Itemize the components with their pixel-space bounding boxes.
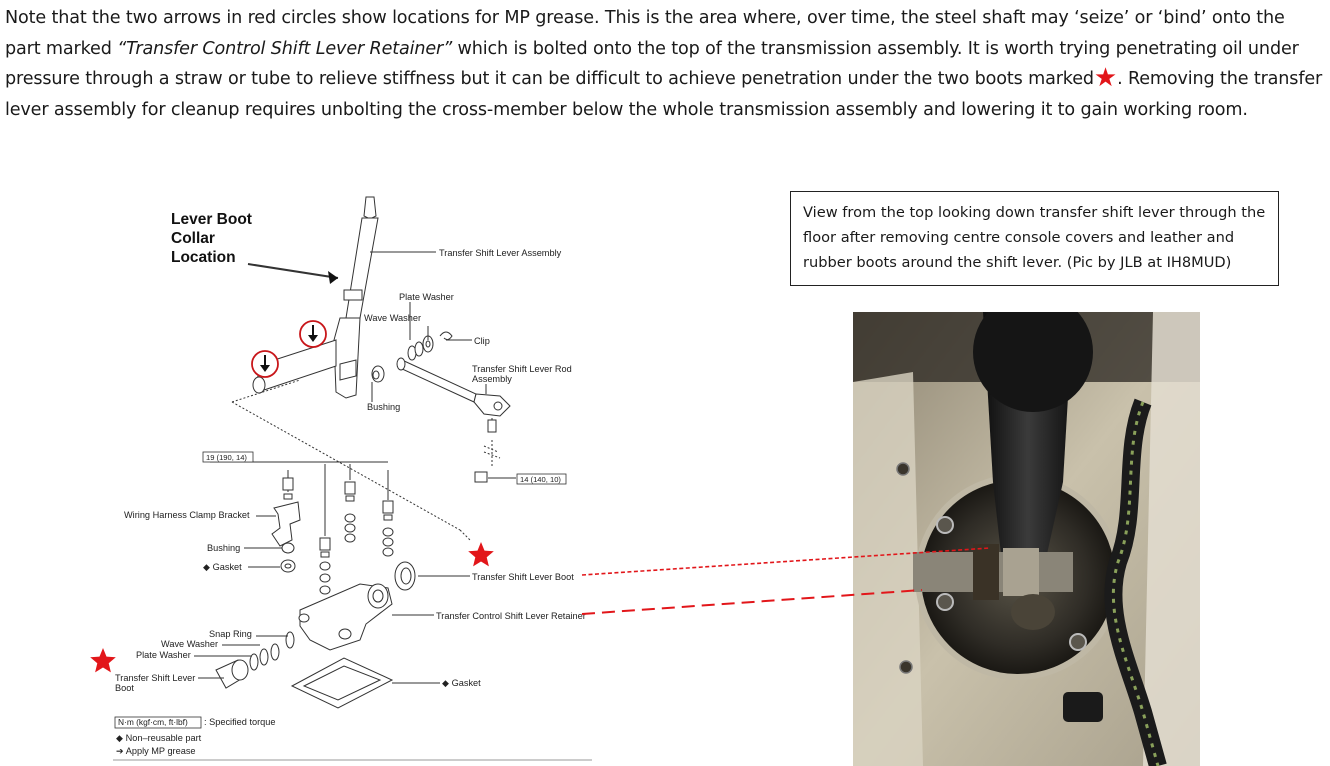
bolt-right (383, 501, 393, 556)
rod-assembly (400, 360, 476, 402)
label-bushing-top: Bushing (367, 402, 401, 412)
red-star-icon (468, 542, 494, 566)
label-clip: Clip (474, 336, 490, 346)
label-plate-washer-bottom: Plate Washer (136, 650, 191, 660)
red-star-icon: ★ (1093, 63, 1118, 93)
paragraph-text-3: . Removing the transfer lever assembly for cleanup requires unbolting the cross-member below the whole transmission assembly and lowering it to gain working room. (5, 69, 1323, 120)
label-lever-boot-2: Boot (115, 683, 134, 693)
label-torque-19: 19 (190, 14) (206, 453, 247, 462)
red-star-icon (90, 648, 116, 672)
label-plate-washer-top: Plate Washer (399, 292, 454, 302)
label-rod-assembly-1: Transfer Shift Lever Rod (472, 364, 572, 374)
label-wiring-harness-clamp-bracket: Wiring Harness Clamp Bracket (124, 510, 250, 520)
label-transfer-shift-lever-assembly: Transfer Shift Lever Assembly (439, 248, 562, 258)
label-rod-assembly-2: Assembly (472, 374, 512, 384)
mp-grease-marker-1 (252, 351, 278, 377)
label-lever-boot-1: Transfer Shift Lever (115, 673, 196, 683)
lever-tip (364, 197, 376, 218)
wiring-clamp-bracket (272, 502, 300, 546)
label-gasket-left: ◆ Gasket (203, 562, 242, 572)
lever-body (334, 318, 360, 398)
lever-shaft (346, 218, 378, 318)
callout-arrow-icon (328, 271, 338, 284)
label-snap-ring: Snap Ring (209, 629, 252, 639)
legend-mp-grease: ➔ Apply MP grease (116, 746, 196, 756)
label-torque-14: 14 (140, 10) (520, 475, 561, 484)
bolt-left (283, 470, 293, 499)
connector (1063, 692, 1103, 722)
callout-lever-boot: Lever Boot (171, 211, 252, 228)
label-wave-washer-top: Wave Washer (364, 313, 422, 323)
bolt-mid (345, 482, 355, 542)
callout-collar: Collar (171, 230, 215, 247)
label-wave-washer-bottom: Wave Washer (161, 639, 219, 649)
label-transfer-control-shift-lever-retainer: Transfer Control Shift Lever Retainer (436, 611, 586, 621)
intro-paragraph (5, 3, 1323, 125)
label-transfer-shift-lever-boot: Transfer Shift Lever Boot (472, 572, 574, 582)
bolt-far-left (320, 538, 330, 594)
shift-lever-photo (853, 312, 1200, 766)
paragraph-text-1: Note that the two arrows in red circles show locations for MP grease. This is the area where, over time, the steel shaft may ‘seize’ or ‘bind’ onto the part marked (5, 8, 1285, 59)
paragraph-text-2: which is bolted onto the top of the transmission assembly. It is worth trying penetrating oil under pressure through a straw or tube to relieve stiffness but it can be difficult to achieve penetration under the two boots marked (5, 38, 1299, 89)
transfer-shift-lever-boot-upper (395, 562, 415, 590)
legend-specified-torque: : Specified torque (204, 717, 276, 727)
gasket-bottom (292, 658, 392, 708)
exploded-parts-diagram (0, 180, 620, 766)
paragraph-italic-part-name: “Transfer Control Shift Lever Retainer” (117, 38, 453, 59)
callout-location: Location (171, 249, 236, 266)
boot-collar (973, 544, 999, 600)
legend-non-reusable: ◆ Non–reusable part (116, 733, 202, 743)
mp-grease-marker-2 (300, 321, 326, 347)
label-gasket-bottom: ◆ Gasket (442, 678, 481, 688)
label-bushing-left: Bushing (207, 543, 241, 553)
legend-units: N·m (kgf·cm, ft·lbf) (118, 717, 188, 727)
photo-caption-box: View from the top looking down transfer shift lever through the floor after removing centre console covers and leather and rubber boots around the shift lever. (Pic by JLB at IH8MUD) (790, 191, 1279, 286)
